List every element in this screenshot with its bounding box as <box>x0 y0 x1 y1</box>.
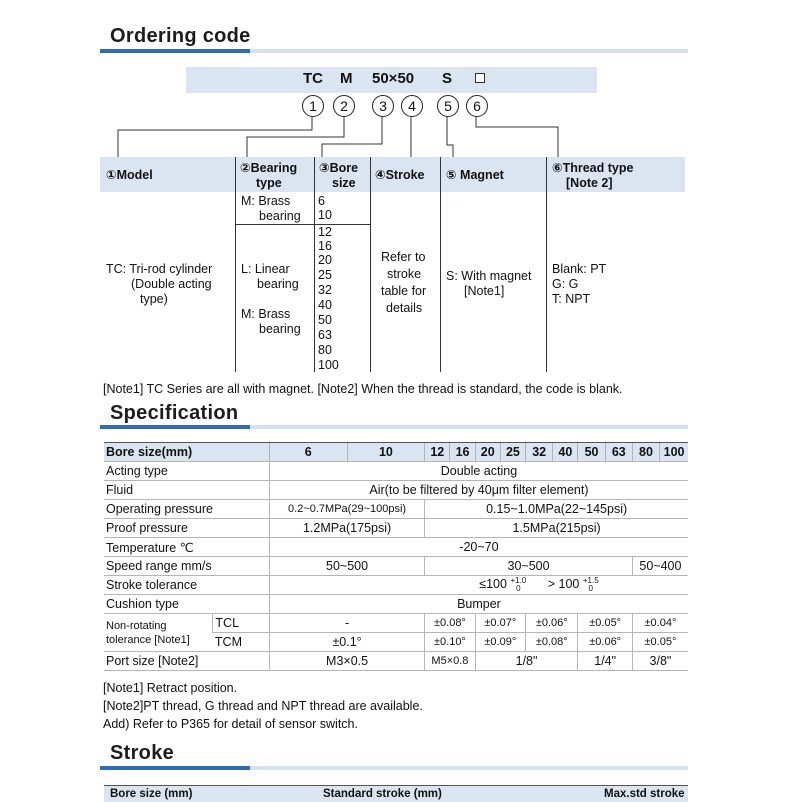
stroke-table-header <box>104 785 688 802</box>
bore-20: 20 <box>318 253 332 267</box>
header-bearing: ②Bearing <box>240 161 298 175</box>
specification-table <box>104 442 688 671</box>
header-model: ①Model <box>106 168 153 182</box>
spec-value: ±0.08° <box>526 633 578 652</box>
spec-label-tcl: TCL <box>213 614 269 633</box>
spec-value <box>269 576 688 595</box>
model-line-1: TC: Tri-rod cylinder <box>106 262 213 276</box>
spec-row-cushion-type <box>104 595 688 614</box>
divider <box>314 157 315 372</box>
spec-label: Proof pressure <box>104 519 269 538</box>
divider <box>235 157 236 372</box>
divider <box>440 157 441 372</box>
circle-number-4: 4 <box>401 95 423 117</box>
bearing-l-line-2: bearing <box>257 277 299 291</box>
spec-row-speed-range <box>104 557 688 576</box>
spec-row-acting-type <box>104 462 688 481</box>
header-bore-size: size <box>332 176 356 190</box>
bore-16: 16 <box>318 239 332 253</box>
bearing-m2-line-1: M: Brass <box>241 307 291 321</box>
code-bearing: M <box>340 70 353 87</box>
stroke-line-1: Refer to <box>381 250 426 264</box>
divider <box>235 224 370 225</box>
stroke-line-3: table for <box>381 284 427 298</box>
spec-label: Cushion type <box>104 595 269 614</box>
header-bore: ③Bore <box>319 161 359 175</box>
spec-value: ±0.05° <box>578 614 632 633</box>
spec-label: Operating pressure <box>104 500 269 519</box>
bore-40: 40 <box>318 298 332 312</box>
spec-value: ±0.06° <box>578 633 632 652</box>
circle-number-3: 3 <box>372 95 394 117</box>
spec-note-1: [Note1] Retract position. <box>103 681 238 695</box>
ordering-note: [Note1] TC Series are all with magnet. [Note2] When the thread is standard, the code is blank. <box>103 382 623 396</box>
spec-value: Bumper <box>269 595 688 614</box>
spec-value: M5×0.8 <box>425 652 475 671</box>
stroke-header-bore: Bore size (mm) <box>110 788 193 800</box>
bearing-m-line-1: M: Brass <box>241 194 291 208</box>
bore-10: 10 <box>318 208 332 222</box>
spec-bore-40: 40 <box>553 443 578 462</box>
bearing-m-line-2: bearing <box>259 209 301 223</box>
spec-note-2: [Note2]PT thread, G thread and NPT thread are available. <box>103 699 423 713</box>
spec-value: ±0.1° <box>269 633 424 652</box>
stroke-header-standard: Standard stroke (mm) <box>323 788 442 800</box>
model-line-3: type) <box>140 292 168 306</box>
model-line-2: (Double acting <box>131 277 212 291</box>
tolerance-b: > 100 <box>547 577 580 591</box>
spec-header-label: Bore size(mm) <box>104 443 269 462</box>
bore-100: 100 <box>318 358 339 372</box>
bore-63: 63 <box>318 328 332 342</box>
thread-pt: Blank: PT <box>552 262 607 276</box>
header-thread-type: ⑥Thread type <box>552 161 634 175</box>
tolerance-a-range: +1.0 0 <box>510 576 527 593</box>
spec-bore-6: 6 <box>269 443 347 462</box>
tolerance-b-range: +1.5 0 <box>582 576 599 593</box>
spec-row-tcl <box>104 614 688 633</box>
spec-bore-100: 100 <box>660 443 688 462</box>
spec-value: 0.15~1.0MPa(22~145psi) <box>425 500 688 519</box>
spec-bore-50: 50 <box>578 443 605 462</box>
code-bore-stroke: 50×50 <box>372 70 415 87</box>
spec-value: 1.5MPa(215psi) <box>425 519 688 538</box>
spec-label: Acting type <box>104 462 269 481</box>
spec-value: ±0.07° <box>475 614 525 633</box>
specification-title: Specification <box>110 402 239 424</box>
spec-value: ±0.04° <box>632 614 688 633</box>
bore-12: 12 <box>318 225 332 239</box>
magnet-line-1: S: With magnet <box>446 269 532 283</box>
header-thread-note: [Note 2] <box>566 176 613 190</box>
spec-value: -20~70 <box>269 538 688 557</box>
spec-header-row <box>104 443 688 462</box>
bearing-l-line-1: L: Linear <box>241 262 290 276</box>
spec-value: Air(to be filtered by 40μm filter element) <box>269 481 688 500</box>
spec-label: Stroke tolerance <box>104 576 269 595</box>
spec-value: - <box>269 614 424 633</box>
stroke-header-max: Max.std stroke <box>604 788 685 800</box>
divider <box>546 157 547 372</box>
spec-label: Speed range mm/s <box>104 557 269 576</box>
spec-value: 50~500 <box>269 557 424 576</box>
bore-50: 50 <box>318 313 332 327</box>
circle-number-6: 6 <box>466 95 488 117</box>
spec-bore-10: 10 <box>347 443 425 462</box>
spec-bore-16: 16 <box>450 443 475 462</box>
spec-value: 50~400 <box>632 557 688 576</box>
spec-bore-80: 80 <box>632 443 659 462</box>
spec-bore-12: 12 <box>425 443 450 462</box>
spec-row-fluid <box>104 481 688 500</box>
bore-32: 32 <box>318 283 332 297</box>
spec-value: ±0.09° <box>475 633 525 652</box>
spec-row-stroke-tolerance <box>104 576 688 595</box>
magnet-line-2: [Note1] <box>464 284 505 298</box>
thread-npt: T: NPT <box>552 292 591 306</box>
header-bearing-type: type <box>256 176 282 190</box>
bearing-m2-line-2: bearing <box>259 322 301 336</box>
thread-g: G: G <box>552 277 579 291</box>
header-stroke: ④Stroke <box>375 168 425 182</box>
spec-bore-63: 63 <box>605 443 632 462</box>
circle-number-5: 5 <box>437 95 459 117</box>
divider <box>370 157 371 372</box>
code-series: TC <box>303 70 323 87</box>
spec-value: 1/4" <box>578 652 632 671</box>
spec-label-nonrotating: Non-rotating tolerance [Note1] <box>104 614 213 652</box>
code-magnet: S <box>442 70 453 87</box>
tolerance-a: ≤100 <box>479 577 507 591</box>
spec-value: 30~500 <box>425 557 633 576</box>
spec-value: 1/8" <box>475 652 578 671</box>
spec-label: Fluid <box>104 481 269 500</box>
spec-note-3: Add) Refer to P365 for detail of sensor switch. <box>103 717 358 731</box>
header-magnet: ⑤ Magnet <box>446 168 504 182</box>
spec-value: ±0.10° <box>425 633 475 652</box>
section-underline <box>100 425 688 429</box>
ordering-code-title: Ordering code <box>110 25 251 47</box>
spec-row-port-size <box>104 652 688 671</box>
bore-25: 25 <box>318 268 332 282</box>
spec-row-proof-pressure <box>104 519 688 538</box>
spec-value: ±0.05° <box>632 633 688 652</box>
spec-label: Temperature ℃ <box>104 538 269 557</box>
circle-number-1: 1 <box>302 95 324 117</box>
spec-value: 0.2~0.7MPa(29~100psi) <box>269 500 424 519</box>
circle-number-2: 2 <box>333 95 355 117</box>
spec-value: 3/8" <box>632 652 688 671</box>
spec-label-tcm: TCM <box>213 633 269 652</box>
spec-row-temperature <box>104 538 688 557</box>
spec-value: Double acting <box>269 462 688 481</box>
spec-value: ±0.08° <box>425 614 475 633</box>
spec-bore-32: 32 <box>526 443 553 462</box>
spec-row-operating-pressure <box>104 500 688 519</box>
spec-value: M3×0.5 <box>269 652 424 671</box>
section-underline <box>100 766 688 770</box>
spec-label: Port size [Note2] <box>104 652 269 671</box>
spec-bore-20: 20 <box>475 443 500 462</box>
spec-value: 1.2MPa(175psi) <box>269 519 424 538</box>
stroke-title: Stroke <box>110 742 175 764</box>
spec-value: ±0.06° <box>526 614 578 633</box>
stroke-line-2: stroke <box>387 267 422 281</box>
stroke-line-4: details <box>386 301 423 315</box>
bore-80: 80 <box>318 343 332 357</box>
spec-bore-25: 25 <box>500 443 525 462</box>
bore-6: 6 <box>318 194 325 208</box>
